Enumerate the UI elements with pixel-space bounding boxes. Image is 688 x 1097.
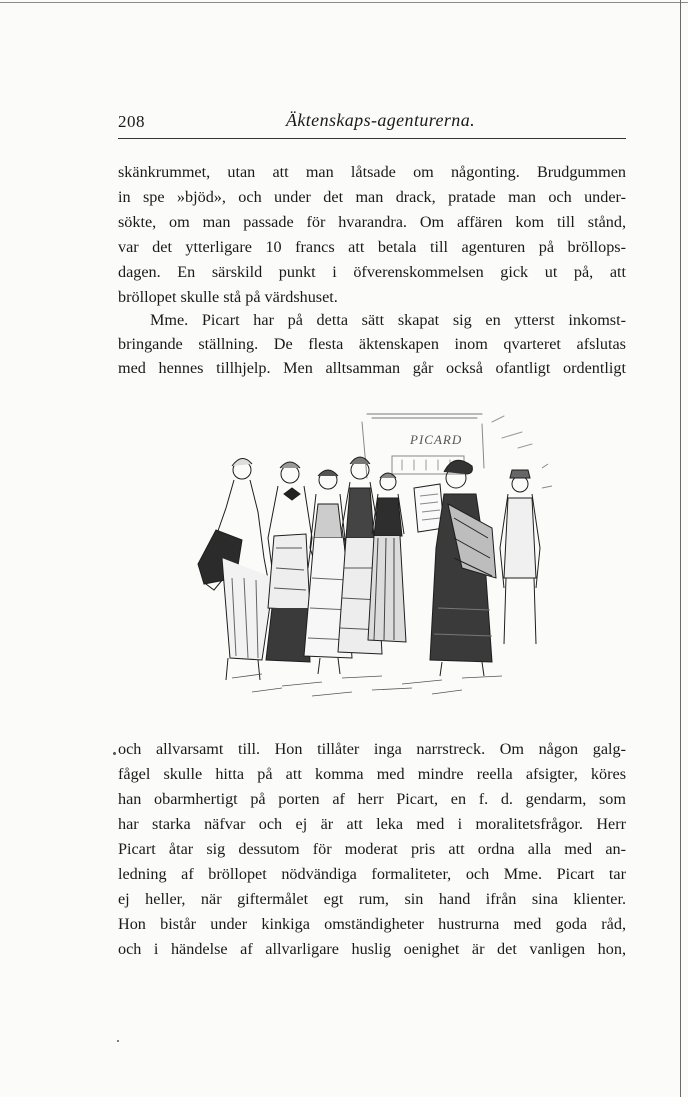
page-header bbox=[118, 110, 626, 136]
text-line: bröllopet skulle stå på värdshuset. bbox=[118, 288, 338, 306]
page-number: 208 bbox=[118, 112, 145, 131]
text-line: och i händelse af allvarligare huslig oenighet är det vanligen hon, bbox=[118, 940, 626, 958]
shop-sign-text: PICARD bbox=[410, 432, 463, 447]
text-line: han obarmhertigt på porten af herr Picart, en f. d. gendarm, som bbox=[118, 790, 626, 808]
text-line: Hon bistår under kinkiga omständigheter hustrurna med goda råd, bbox=[118, 915, 626, 933]
text-line: var det ytterligare 10 francs att betala till agenturen på bröllops- bbox=[118, 238, 626, 256]
print-speck bbox=[117, 1040, 119, 1042]
text-line: fågel skulle hitta på att komma med mindre reella afsigter, köres bbox=[118, 765, 626, 783]
text-line: har starka näfvar och ej är att leka med i moralitetsfrågor. Herr bbox=[118, 815, 626, 833]
text-line: ej heller, när giftermålet egt rum, sin hand ifrån sina klienter. bbox=[118, 890, 626, 908]
text-line: skänkrummet, utan att man låtsade om någonting. Brudgummen bbox=[118, 163, 626, 181]
page-top-edge bbox=[0, 2, 688, 3]
text-line: Mme. Picart har på detta sätt skapat sig en ytterst inkomst- bbox=[150, 311, 626, 329]
page-right-edge bbox=[680, 0, 681, 1097]
print-speck bbox=[113, 752, 116, 755]
text-line: in spe »bjöd», och under det man drack, pratade man och under- bbox=[118, 188, 626, 206]
text-line: med hennes tillhjelp. Men alltsamman går också ofantligt ordentligt bbox=[118, 359, 626, 377]
text-line: dagen. En särskild punkt i öfverenskommelsen gick ut på, att bbox=[118, 263, 626, 281]
text-line: och allvarsamt till. Hon tillåter inga narrstreck. Om någon galg- bbox=[118, 740, 626, 758]
text-line: ledning af bröllopet nödvändiga formaliteter, och Mme. Picart tar bbox=[118, 865, 626, 883]
text-line: sökte, om man passade för hvarandra. Om affären kom till stånd, bbox=[118, 213, 626, 231]
header-rule bbox=[118, 138, 626, 139]
engraving-illustration bbox=[192, 408, 556, 704]
text-line: Picart åtar sig dessutom för moderat pris att ordna alla med an- bbox=[118, 840, 626, 858]
running-title: Äktenskaps-agenturerna. bbox=[286, 110, 475, 130]
text-line: bringande ställning. De flesta äktenskapen inom qvarteret afslutas bbox=[118, 335, 626, 353]
